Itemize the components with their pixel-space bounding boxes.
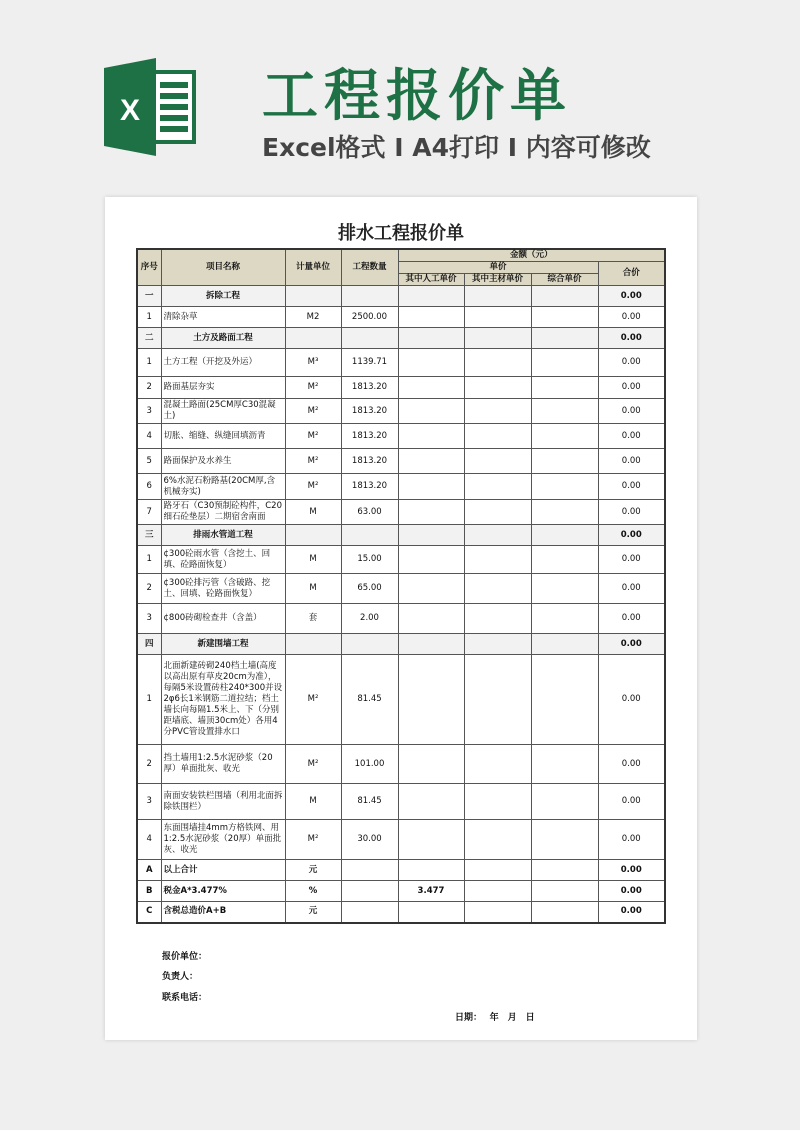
cell-combined xyxy=(531,307,598,328)
cell-labor xyxy=(398,474,464,500)
cell-unit: M xyxy=(285,546,341,574)
cell-seq: 4 xyxy=(137,820,161,860)
cell-labor xyxy=(398,634,464,655)
excel-logo-icon xyxy=(104,58,196,156)
cell-seq: 5 xyxy=(137,449,161,474)
cell-total: 0.00 xyxy=(598,784,665,820)
cell-labor xyxy=(398,604,464,634)
cell-name: ¢300砼排污管（含破路、挖土、回填、砼路面恢复） xyxy=(161,574,285,604)
cell-material xyxy=(464,881,531,902)
cell-combined xyxy=(531,604,598,634)
cell-combined xyxy=(531,474,598,500)
cell-seq: 3 xyxy=(137,604,161,634)
cell-combined xyxy=(531,424,598,449)
cell-combined xyxy=(531,449,598,474)
cell-total: 0.00 xyxy=(598,349,665,377)
cell-combined xyxy=(531,500,598,525)
cell-seq: A xyxy=(137,860,161,881)
cell-total: 0.00 xyxy=(598,399,665,424)
cell-unit: M² xyxy=(285,449,341,474)
cell-qty xyxy=(341,881,398,902)
cell-combined xyxy=(531,902,598,923)
cell-qty: 1139.71 xyxy=(341,349,398,377)
cell-total: 0.00 xyxy=(598,655,665,745)
cell-qty xyxy=(341,902,398,923)
table-row xyxy=(137,860,665,881)
cell-combined xyxy=(531,655,598,745)
cell-unit: M² xyxy=(285,424,341,449)
cell-seq: 1 xyxy=(137,307,161,328)
cell-unit xyxy=(285,286,341,307)
cell-total: 0.00 xyxy=(598,525,665,546)
cell-total: 0.00 xyxy=(598,328,665,349)
header-material: 其中主材单价 xyxy=(464,274,531,286)
table-row xyxy=(137,424,665,449)
cell-material xyxy=(464,328,531,349)
cell-labor xyxy=(398,328,464,349)
cell-qty xyxy=(341,860,398,881)
cell-total: 0.00 xyxy=(598,377,665,399)
cell-combined xyxy=(531,399,598,424)
cell-combined xyxy=(531,328,598,349)
cell-labor xyxy=(398,784,464,820)
cell-labor xyxy=(398,377,464,399)
cell-seq: 四 xyxy=(137,634,161,655)
table-row xyxy=(137,399,665,424)
cell-name: 土方工程（开挖及外运） xyxy=(161,349,285,377)
header-amount: 金额（元） xyxy=(398,249,665,262)
cell-qty: 63.00 xyxy=(341,500,398,525)
cell-seq: C xyxy=(137,902,161,923)
cell-name: 路面保护及水养生 xyxy=(161,449,285,474)
footer-company: 报价单位： xyxy=(162,952,208,962)
cell-qty: 2500.00 xyxy=(341,307,398,328)
cell-total: 0.00 xyxy=(598,449,665,474)
cell-combined xyxy=(531,745,598,784)
cell-qty xyxy=(341,328,398,349)
cell-seq: 2 xyxy=(137,377,161,399)
table-row xyxy=(137,745,665,784)
cell-name: 东面围墙挂4mm方格铁网、用1:2.5水泥砂浆（20厚）单面批灰、收光 xyxy=(161,820,285,860)
table-row xyxy=(137,820,665,860)
table-row xyxy=(137,604,665,634)
cell-total: 0.00 xyxy=(598,820,665,860)
cell-unit: M² xyxy=(285,474,341,500)
cell-seq: 2 xyxy=(137,745,161,784)
cell-qty: 2.00 xyxy=(341,604,398,634)
table-row xyxy=(137,881,665,902)
cell-unit: M³ xyxy=(285,349,341,377)
cell-qty xyxy=(341,286,398,307)
cell-seq: 3 xyxy=(137,399,161,424)
cell-total: 0.00 xyxy=(598,902,665,923)
cell-name: 北面新建砖砌240档土墙(高度以高出原有草皮20cm为准），每隔5米设置砖柱240*300并设2φ6长1米钢筋二道拉结；档土墙长向每隔1.5米上、下（分别距墙底、墙顶30cm处）各用4分PVC管设置排水口 xyxy=(161,655,285,745)
cell-name: 挡土墙用1:2.5水泥砂浆（20厚）单面批灰、收光 xyxy=(161,745,285,784)
cell-qty: 1813.20 xyxy=(341,474,398,500)
header-combined: 综合单价 xyxy=(531,274,598,286)
cell-unit: M xyxy=(285,784,341,820)
cell-labor xyxy=(398,546,464,574)
cell-name: 路牙石（C30预制砼构件，C20细石砼垫层）二期宿舍南面 xyxy=(161,500,285,525)
cell-unit: M² xyxy=(285,377,341,399)
header-qty: 工程数量 xyxy=(341,249,398,286)
cell-labor xyxy=(398,399,464,424)
cell-material xyxy=(464,525,531,546)
cell-labor xyxy=(398,574,464,604)
cell-labor xyxy=(398,449,464,474)
cell-material xyxy=(464,424,531,449)
header-total: 合价 xyxy=(598,262,665,286)
cell-material xyxy=(464,500,531,525)
cell-qty: 30.00 xyxy=(341,820,398,860)
cell-material xyxy=(464,474,531,500)
cell-seq: 7 xyxy=(137,500,161,525)
cell-combined xyxy=(531,634,598,655)
banner-title: 工程报价单 xyxy=(262,64,572,129)
cell-total: 0.00 xyxy=(598,745,665,784)
document-page xyxy=(105,197,697,1040)
cell-labor xyxy=(398,745,464,784)
footer-phone: 联系电话： xyxy=(162,993,208,1003)
cell-qty: 81.45 xyxy=(341,655,398,745)
table-row xyxy=(137,634,665,655)
cell-unit: 套 xyxy=(285,604,341,634)
cell-labor xyxy=(398,525,464,546)
cell-material xyxy=(464,745,531,784)
cell-combined xyxy=(531,860,598,881)
cell-name: ¢800砖砌检查井（含盖） xyxy=(161,604,285,634)
cell-total: 0.00 xyxy=(598,500,665,525)
cell-seq: B xyxy=(137,881,161,902)
cell-name: 混凝土路面(25CM厚C30混凝土) xyxy=(161,399,285,424)
cell-combined xyxy=(531,784,598,820)
cell-material xyxy=(464,784,531,820)
cell-qty: 65.00 xyxy=(341,574,398,604)
cell-seq: 1 xyxy=(137,655,161,745)
cell-unit: M² xyxy=(285,655,341,745)
cell-qty: 1813.20 xyxy=(341,377,398,399)
table-row xyxy=(137,307,665,328)
cell-labor xyxy=(398,820,464,860)
table-row xyxy=(137,449,665,474)
cell-labor xyxy=(398,307,464,328)
cell-unit: M2 xyxy=(285,307,341,328)
cell-name: 以上合计 xyxy=(161,860,285,881)
cell-combined xyxy=(531,820,598,860)
cell-combined xyxy=(531,349,598,377)
cell-name: 路面基层夯实 xyxy=(161,377,285,399)
cell-qty xyxy=(341,525,398,546)
banner-subtitle: Excel格式 I A4打印 I 内容可修改 xyxy=(262,133,651,162)
cell-labor xyxy=(398,286,464,307)
table-row xyxy=(137,902,665,923)
table-row xyxy=(137,286,665,307)
cell-unit: % xyxy=(285,881,341,902)
cell-seq: 1 xyxy=(137,546,161,574)
cell-combined xyxy=(531,574,598,604)
cell-seq: 1 xyxy=(137,349,161,377)
cell-unit: 元 xyxy=(285,860,341,881)
cell-total: 0.00 xyxy=(598,604,665,634)
cell-unit: M xyxy=(285,574,341,604)
cell-combined xyxy=(531,377,598,399)
cell-material xyxy=(464,546,531,574)
cell-material xyxy=(464,655,531,745)
cell-material xyxy=(464,574,531,604)
svg-text:X: X xyxy=(119,94,141,127)
cell-name: 拆除工程 xyxy=(161,286,285,307)
table-row xyxy=(137,328,665,349)
cell-qty xyxy=(341,634,398,655)
cell-total: 0.00 xyxy=(598,307,665,328)
header-unit: 计量单位 xyxy=(285,249,341,286)
cell-material xyxy=(464,902,531,923)
cell-total: 0.00 xyxy=(598,424,665,449)
footer-date: 日期： 年 月 日 xyxy=(455,1013,535,1023)
cell-material xyxy=(464,377,531,399)
cell-qty: 101.00 xyxy=(341,745,398,784)
cell-material xyxy=(464,820,531,860)
cell-name: 排雨水管道工程 xyxy=(161,525,285,546)
table-row xyxy=(137,655,665,745)
cell-total: 0.00 xyxy=(598,881,665,902)
table-row xyxy=(137,784,665,820)
cell-material xyxy=(464,449,531,474)
table-row xyxy=(137,500,665,525)
cell-seq: 6 xyxy=(137,474,161,500)
header-name: 项目名称 xyxy=(161,249,285,286)
table-row xyxy=(137,574,665,604)
cell-qty: 1813.20 xyxy=(341,399,398,424)
cell-name: 清除杂草 xyxy=(161,307,285,328)
cell-name: 新建围墙工程 xyxy=(161,634,285,655)
cell-qty: 81.45 xyxy=(341,784,398,820)
cell-labor xyxy=(398,902,464,923)
cell-seq: 3 xyxy=(137,784,161,820)
header-labor: 其中人工单价 xyxy=(398,274,464,286)
cell-total: 0.00 xyxy=(598,474,665,500)
cell-name: 南面安装铁栏围墙（利用北面拆除铁围栏） xyxy=(161,784,285,820)
cell-total: 0.00 xyxy=(598,286,665,307)
cell-qty: 15.00 xyxy=(341,546,398,574)
document-title: 排水工程报价单 xyxy=(338,223,464,244)
cell-material xyxy=(464,349,531,377)
cell-seq: 二 xyxy=(137,328,161,349)
cell-total: 0.00 xyxy=(598,574,665,604)
cell-seq: 三 xyxy=(137,525,161,546)
cell-name: ¢300砼雨水管（含挖土、回填、砼路面恢复） xyxy=(161,546,285,574)
cell-qty: 1813.20 xyxy=(341,424,398,449)
cell-combined xyxy=(531,881,598,902)
cell-material xyxy=(464,604,531,634)
cell-name: 税金A*3.477% xyxy=(161,881,285,902)
quote-table xyxy=(136,248,666,924)
cell-combined xyxy=(531,546,598,574)
table-row xyxy=(137,525,665,546)
cell-total: 0.00 xyxy=(598,546,665,574)
header-seq: 序号 xyxy=(137,249,161,286)
cell-name: 切胀、缩缝、纵缝回填沥青 xyxy=(161,424,285,449)
cell-unit: M² xyxy=(285,745,341,784)
cell-unit: 元 xyxy=(285,902,341,923)
cell-unit xyxy=(285,328,341,349)
cell-material xyxy=(464,860,531,881)
cell-total: 0.00 xyxy=(598,860,665,881)
cell-material xyxy=(464,634,531,655)
table-row xyxy=(137,474,665,500)
cell-name: 6%水泥石粉路基(20CM厚,含机械夯实) xyxy=(161,474,285,500)
cell-material xyxy=(464,399,531,424)
cell-unit: M² xyxy=(285,820,341,860)
cell-seq: 2 xyxy=(137,574,161,604)
cell-combined xyxy=(531,286,598,307)
cell-unit: M xyxy=(285,500,341,525)
cell-unit xyxy=(285,525,341,546)
cell-material xyxy=(464,307,531,328)
cell-name: 土方及路面工程 xyxy=(161,328,285,349)
cell-qty: 1813.20 xyxy=(341,449,398,474)
cell-labor: 3.477 xyxy=(398,881,464,902)
table-row xyxy=(137,377,665,399)
cell-labor xyxy=(398,500,464,525)
cell-combined xyxy=(531,525,598,546)
cell-material xyxy=(464,286,531,307)
header-unit-price: 单价 xyxy=(398,262,598,274)
cell-unit xyxy=(285,634,341,655)
cell-labor xyxy=(398,424,464,449)
cell-labor xyxy=(398,860,464,881)
cell-total: 0.00 xyxy=(598,634,665,655)
footer-person: 负责人： xyxy=(162,972,199,982)
cell-labor xyxy=(398,655,464,745)
cell-unit: M² xyxy=(285,399,341,424)
cell-labor xyxy=(398,349,464,377)
cell-name: 含税总造价A+B xyxy=(161,902,285,923)
table-row xyxy=(137,546,665,574)
table-row xyxy=(137,349,665,377)
cell-seq: 一 xyxy=(137,286,161,307)
cell-seq: 4 xyxy=(137,424,161,449)
